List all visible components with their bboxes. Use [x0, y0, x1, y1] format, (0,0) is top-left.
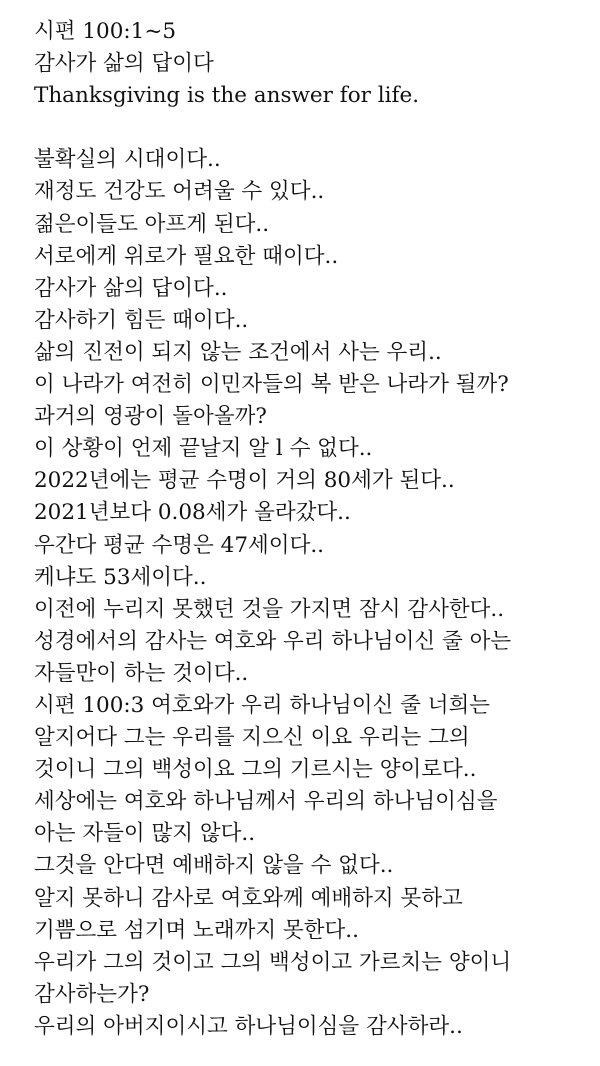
sermon-title-english: Thanksgiving is the answer for life. — [34, 83, 420, 109]
text-line: 우리가 그의 것이고 그의 백성이고 가르치는 양이니 — [34, 949, 512, 975]
document — [34, 16, 590, 1058]
text-line: 기쁨으로 섬기며 노래까지 못한다.. — [34, 917, 359, 943]
text-line: 2022년에는 평균 수명이 거의 80세가 된다.. — [34, 468, 455, 494]
text-line: 성경에서의 감사는 여호와 우리 하나님이신 줄 아는 — [34, 628, 512, 654]
sermon-title-korean: 감사가 삶의 답이다 — [34, 51, 214, 77]
text-line: 불확실의 시대이다.. — [34, 147, 221, 173]
text-line: 자들만이 하는 것이다.. — [34, 660, 249, 686]
text-line: 아는 자들이 많지 않다.. — [34, 821, 256, 847]
blank-line — [34, 112, 590, 144]
text-line: 알지어다 그는 우리를 지으신 이요 우리는 그의 — [34, 725, 470, 751]
text-line: 감사하기 힘든 때이다.. — [34, 307, 249, 333]
text-line: 세상에는 여호와 하나님께서 우리의 하나님이심을 — [34, 789, 498, 815]
text-line: 과거의 영광이 돌아올까? — [34, 404, 267, 430]
text-line: 그것을 안다면 예배하지 않을 수 없다.. — [34, 853, 394, 879]
text-line: 것이니 그의 백성이요 그의 기르시는 양이로다.. — [34, 757, 477, 783]
text-line: 이 상황이 언제 끝날지 알 l 수 없다.. — [34, 436, 373, 462]
text-line: 알지 못하니 감사로 여호와께 예배하지 못하고 — [34, 885, 463, 911]
text-line: 이전에 누리지 못했던 것을 가지면 잠시 감사한다.. — [34, 596, 505, 622]
text-line: 젊은이들도 아프게 된다.. — [34, 211, 270, 237]
text-line: 2021년보다 0.08세가 올라갔다.. — [34, 500, 351, 526]
text-line: 감사하는가? — [34, 981, 150, 1007]
text-line: 재정도 건강도 어려울 수 있다.. — [34, 179, 325, 205]
text-line: 케냐도 53세이다.. — [34, 564, 207, 590]
text-line: 서로에게 위로가 필요한 때이다.. — [34, 243, 339, 269]
text-line: 우간다 평균 수명은 47세이다.. — [34, 532, 324, 558]
text-line: 삶의 진전이 되지 않는 조건에서 사는 우리.. — [34, 339, 442, 365]
text-line: 이 나라가 여전히 이민자들의 복 받은 나라가 될까? — [34, 372, 509, 398]
text-line: 감사가 삶의 답이다.. — [34, 275, 228, 301]
text-line: 시편 100:3 여호와가 우리 하나님이신 줄 너희는 — [34, 692, 491, 718]
text-line: 우리의 아버지이시고 하나님이심을 감사하라.. — [34, 1013, 463, 1039]
scripture-reference: 시편 100:1~5 — [34, 19, 177, 44]
